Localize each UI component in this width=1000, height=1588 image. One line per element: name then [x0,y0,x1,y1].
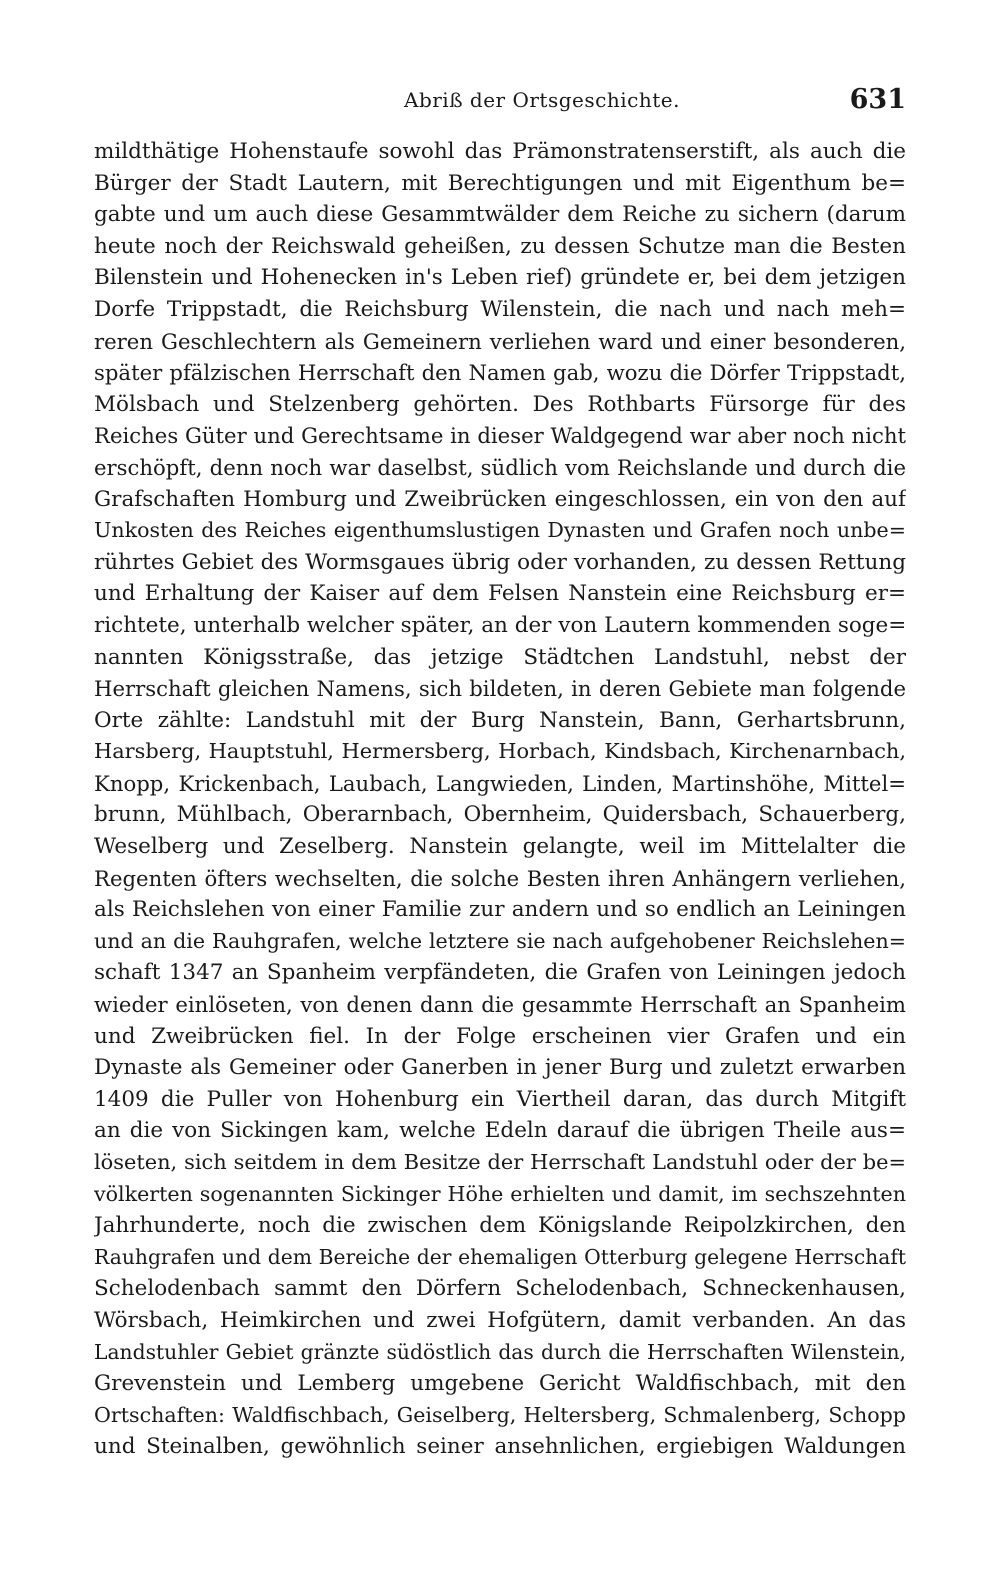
text-line: erschöpft, denn noch war daselbst, südlich vom Reichslande und durch die [94,454,906,480]
page-number: 631 [849,84,906,115]
text-line: als Reichslehen von einer Familie zur andern und so endlich an Leiningen [94,897,906,923]
text-line: Ortschaften: Waldfischbach, Geiselberg, Heltersberg, Schmalenberg, Schopp [94,1402,906,1427]
text-line: mildthätige Hohenstaufe sowohl das Prämonstratenserstift, als auch die [94,139,906,164]
text-line: Bilenstein und Hohenecken in's Leben rief) gründete er, bei dem jetzigen [94,265,906,291]
text-line: löseten, sich seitdem in dem Besitze der Herrschaft Landstuhl oder der be= [94,1150,906,1174]
text-line: Wörsbach, Heimkirchen und zwei Hofgütern, damit verbanden. An das [94,1307,906,1333]
text-line: wieder einlöseten, von denen dann die gesammte Herrschaft an Spanheim [94,992,906,1018]
text-line: Bürger der Stadt Lautern, mit Berechtigungen und mit Eigenthum be= [94,170,906,196]
text-line: Weselberg und Zeselberg. Nanstein gelangte, weil im Mittelalter die [94,834,906,860]
text-line: und an die Rauhgrafen, welche letztere sie nach aufgehobener Reichslehen= [94,928,906,953]
text-line: Unkosten des Reiches eigenthumslustigen Dynasten und Grafen noch unbe= [94,518,906,543]
text-line: Schelodenbach sammt den Dörfern Schelodenbach, Schneckenhausen, [94,1276,906,1302]
text-line: und Zweibrücken fiel. In der Folge erscheinen vier Grafen und ein [94,1023,906,1049]
text-line: Knopp, Krickenbach, Laubach, Langwieden, Linden, Martinshöhe, Mittel= [94,770,906,796]
text-line: brunn, Mühlbach, Oberarnbach, Obernheim, Quidersbach, Schauerberg, [94,802,906,828]
text-line: Rauhgrafen und dem Bereiche der ehemaligen Otterburg gelegene Herrschaft [94,1244,906,1269]
text-line: an die von Sickingen kam, welche Edeln darauf die übrigen Theile aus= [94,1118,906,1144]
body-text [94,136,906,1463]
running-title: Abriß der Ortsgeschichte. [404,88,680,112]
text-line: völkerten sogenannten Sickinger Höhe erhielten und damit, im sechszehnten [94,1181,906,1206]
text-line: nannten Königsstraße, das jetzige Städtchen Landstuhl, nebst der [94,644,906,670]
text-line: und Erhaltung der Kaiser auf dem Felsen Nanstein eine Reichsburg er= [94,581,906,607]
text-line: später pfälzischen Herrschaft den Namen gab, wozu die Dörfer Trippstadt, [94,360,906,386]
text-line: Reiches Güter und Gerechtsame in dieser Waldgegend war aber noch nicht [94,423,906,449]
text-line: Jahrhunderte, noch die zwischen dem Königslande Reipolzkirchen, den [94,1213,906,1239]
text-line: rührtes Gebiet des Wormsgaues übrig oder vorhanden, zu dessen Rettung [94,549,906,575]
text-line: Orte zählte: Landstuhl mit der Burg Nanstein, Bann, Gerhartsbrunn, [94,707,906,733]
text-line: richtete, unterhalb welcher später, an der von Lautern kommenden soge= [94,612,906,638]
text-line: Dorfe Trippstadt, die Reichsburg Wilenstein, die nach und nach meh= [94,296,906,322]
text-line: Grafschaften Homburg und Zweibrücken eingeschlossen, ein von den auf [94,486,906,512]
text-line: Landstuhler Gebiet gränzte südöstlich das durch die Herrschaften Wilenstein, [94,1339,906,1364]
text-line: Herrschaft gleichen Namens, sich bildeten, in deren Gebiete man folgende [94,676,906,702]
text-line: schaft 1347 an Spanheim verpfändeten, die Grafen von Leiningen jedoch [94,960,906,986]
text-line: Harsberg, Hauptstuhl, Hermersberg, Horbach, Kindsbach, Kirchenarnbach, [94,739,906,764]
text-line: reren Geschlechtern als Gemeinern verliehen ward und einer besonderen, [94,328,906,354]
text-line: Regenten öfters wechselten, die solche Besten ihren Anhängern verliehen, [94,865,906,891]
text-line: Grevenstein und Lemberg umgebene Gericht Waldfischbach, mit den [94,1371,906,1397]
text-line: und Steinalben, gewöhnlich seiner ansehnlichen, ergiebigen Waldungen [94,1434,906,1460]
text-line: heute noch der Reichswald geheißen, zu dessen Schutze man die Besten [94,233,906,259]
text-line: gabte und um auch diese Gesammtwälder dem Reiche zu sichern (darum [94,202,906,228]
text-line: Mölsbach und Stelzenberg gehörten. Des Rothbarts Fürsorge für des [94,391,906,417]
text-line: 1409 die Puller von Hohenburg ein Viertheil daran, das durch Mitgift [94,1086,906,1112]
text-line: Dynaste als Gemeiner oder Ganerben in jener Burg und zuletzt erwarben [94,1055,906,1081]
